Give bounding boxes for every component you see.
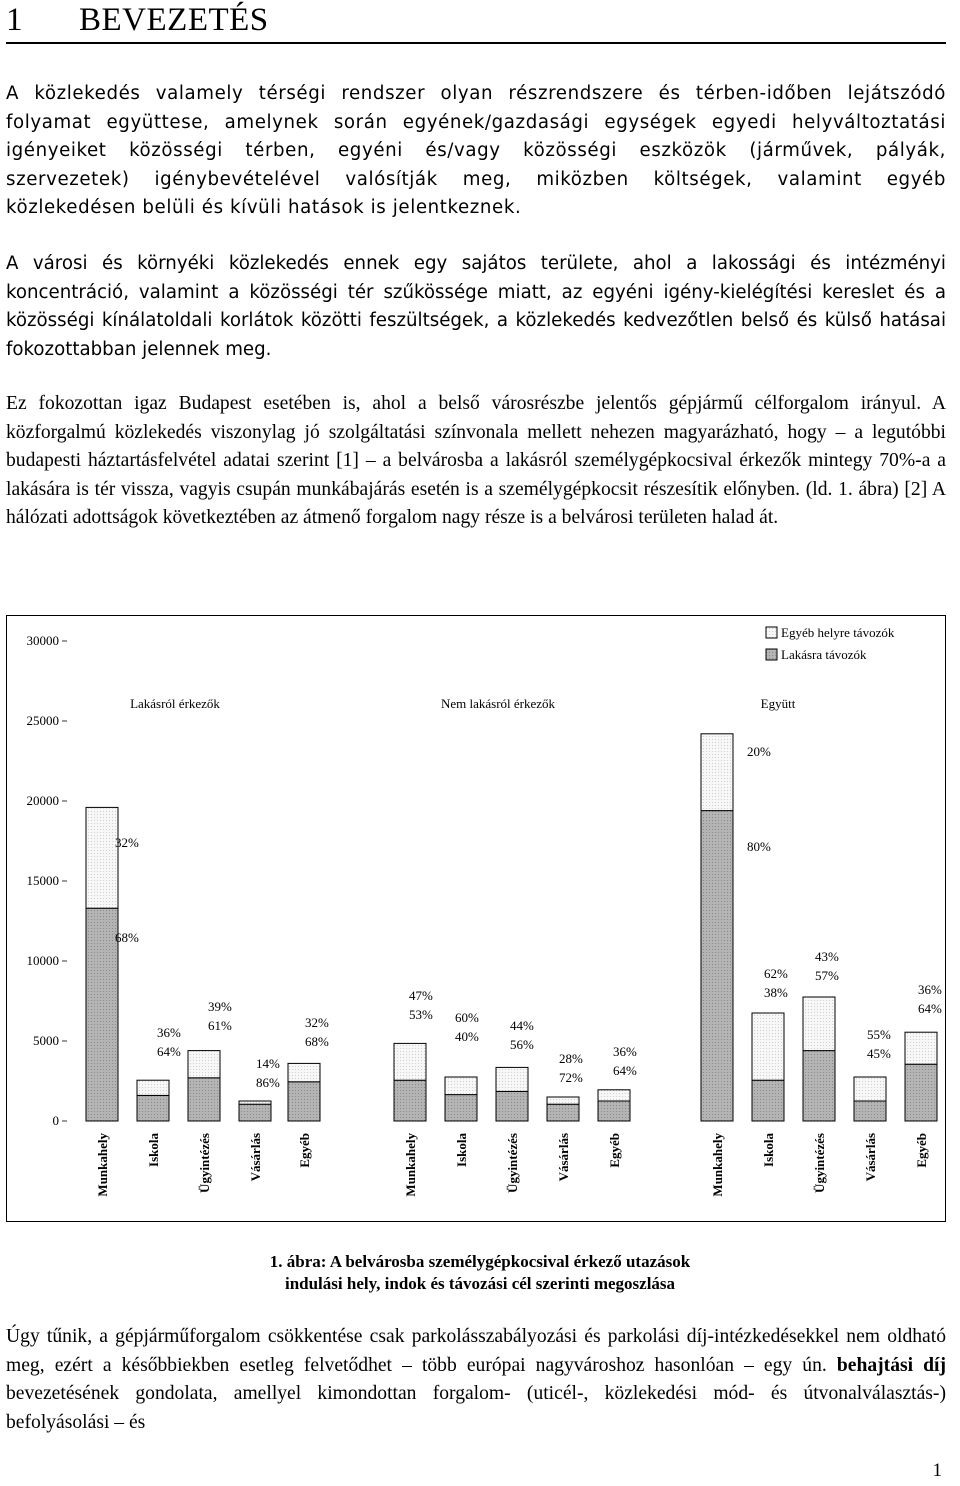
bar-segment-egyeb <box>905 1032 937 1064</box>
y-tick-label: 20000 <box>26 793 59 808</box>
figure-1-chart-frame <box>6 615 946 1222</box>
percent-label-lower: 64% <box>613 1063 637 1078</box>
bar-segment-egyeb <box>137 1080 169 1095</box>
bar-segment-egyeb <box>547 1097 579 1104</box>
bar-segment-lakasra <box>137 1095 169 1121</box>
paragraph-4-text-b: bevezetésének gondolata, amellyel kimondottan forgalom- (uticél-, közlekedési mód- és útvonalválasztás-) befolyásolási – és <box>6 1383 946 1433</box>
paragraph-4-bold-term: behajtási díj <box>836 1354 946 1376</box>
category-label: Ügyintézés <box>505 1133 520 1193</box>
percent-label-upper: 32% <box>115 835 139 850</box>
y-tick-label: 15000 <box>26 873 59 888</box>
category-label: Egyéb <box>297 1133 312 1168</box>
bar-segment-lakasra <box>905 1064 937 1121</box>
percent-label-upper: 47% <box>409 988 433 1003</box>
percent-label-upper: 62% <box>764 966 788 981</box>
percent-label-lower: 64% <box>157 1044 181 1059</box>
percent-label-upper: 36% <box>157 1025 181 1040</box>
bar-segment-lakasra <box>394 1080 426 1121</box>
group-label: Nem lakásról érkezők <box>440 696 556 711</box>
percent-label-lower: 61% <box>208 1018 232 1033</box>
bar-segment-lakasra <box>854 1101 886 1121</box>
bar-segment-egyeb <box>239 1101 271 1104</box>
group-label: Lakásról érkezők <box>130 696 220 711</box>
bar-segment-egyeb <box>752 1013 784 1080</box>
percent-label-upper: 36% <box>918 982 942 997</box>
percent-label-lower: 38% <box>764 985 788 1000</box>
group-label: Együtt <box>760 696 796 711</box>
stacked-bar-chart <box>7 616 945 1221</box>
bar-segment-lakasra <box>547 1104 579 1121</box>
paragraph-4-text-a: Úgy tűnik, a gépjárműforgalom csökkentése csak parkolásszabályozási és parkolási díj-intézkedésekkel nem oldható meg, ezért a későbbiekben esetleg felvetődhet – több európai nagyvároshoz hasonlóan – egy ún. <box>6 1326 946 1376</box>
y-tick-label: 25000 <box>26 713 59 728</box>
category-label: Egyéb <box>914 1133 929 1168</box>
category-label: Ügyintézés <box>812 1133 827 1193</box>
category-label: Ügyintézés <box>197 1133 212 1193</box>
bar-segment-lakasra <box>803 1051 835 1121</box>
paragraph-1: A közlekedés valamely térségi rendszer olyan részrendszere és térben-időben lejátszódó folyamat együttese, amelynek során egyének/gazdasági egységek egyedi helyváltoztatási igényeiket közösségi térben, egyéni és/vagy közösségi eszközök (járművek, pályák, szervezetek) igénybevételével valósítják meg, miközben költségek, valamint egyéb közlekedésen belüli és kívüli hatások is jelentkeznek. <box>6 83 946 219</box>
y-tick-label: 5000 <box>33 1033 59 1048</box>
bar-segment-lakasra <box>86 908 118 1121</box>
percent-label-lower: 56% <box>510 1037 534 1052</box>
percent-label-lower: 53% <box>409 1007 433 1022</box>
category-label: Vásárlás <box>556 1133 571 1182</box>
legend-label-lakasra: Lakásra távozók <box>781 647 867 662</box>
figure-caption-line-1: 1. ábra: A belvárosba személygépkocsival érkező utazások <box>269 1252 691 1271</box>
bar-segment-lakasra <box>445 1095 477 1121</box>
category-label: Egyéb <box>607 1133 622 1168</box>
bar-segment-egyeb <box>854 1077 886 1101</box>
bar-segment-egyeb <box>445 1077 477 1095</box>
y-tick-label: 0 <box>52 1113 59 1128</box>
bar-segment-egyeb <box>803 997 835 1051</box>
bar-segment-egyeb <box>86 807 118 908</box>
percent-label-upper: 39% <box>208 999 232 1014</box>
legend-swatch-egyeb <box>766 627 777 638</box>
percent-label-upper: 55% <box>867 1027 891 1042</box>
percent-label-upper: 43% <box>815 949 839 964</box>
bar-segment-egyeb <box>188 1051 220 1078</box>
category-label: Munkahely <box>403 1133 418 1197</box>
bar-segment-lakasra <box>701 811 733 1121</box>
paragraph-3: Ez fokozottan igaz Budapest esetében is, ahol a belső városrészbe jelentős gépjármű célforgalom irányul. A közforgalmú közlekedés viszonylag jó szolgáltatási színvonala mellett nehezen magyarázható, hogy – a legutóbbi budapesti háztartásfelvétel adatai szerint [1] – a belvárosba a lakásról személygépkocsival érkezők mintegy 70%-a a lakására is tér vissza, vagyis csupán munkábajárás esetén is a személygépkocsit részesítik előnyben. (ld. 1. ábra) [2] A hálózati adottságok következtében az átmenő forgalom nagy része is a belvárosi területen halad át. <box>6 393 946 529</box>
percent-label-upper: 20% <box>747 744 771 759</box>
bar-segment-lakasra <box>188 1078 220 1121</box>
bar-segment-lakasra <box>496 1091 528 1121</box>
y-tick-label: 10000 <box>26 953 59 968</box>
percent-label-lower: 68% <box>115 930 139 945</box>
page-number: 1 <box>932 1460 942 1481</box>
bar-segment-egyeb <box>394 1043 426 1080</box>
bar-segment-egyeb <box>288 1063 320 1081</box>
percent-label-upper: 32% <box>305 1015 329 1030</box>
section-heading <box>6 0 946 44</box>
percent-label-upper: 60% <box>455 1010 479 1025</box>
percent-label-lower: 72% <box>559 1070 583 1085</box>
bar-segment-lakasra <box>598 1101 630 1121</box>
percent-label-upper: 14% <box>256 1056 280 1071</box>
percent-label-lower: 86% <box>256 1075 280 1090</box>
figure-caption-line-2: indulási hely, indok és távozási cél szerinti megoszlása <box>284 1274 676 1293</box>
category-label: Munkahely <box>95 1133 110 1197</box>
percent-label-lower: 45% <box>867 1046 891 1061</box>
paragraph-4 <box>6 1323 946 1437</box>
category-label: Iskola <box>146 1133 161 1167</box>
bar-segment-lakasra <box>239 1104 271 1121</box>
category-label: Vásárlás <box>248 1133 263 1182</box>
percent-label-upper: 44% <box>510 1018 534 1033</box>
bar-segment-lakasra <box>288 1082 320 1121</box>
percent-label-lower: 64% <box>918 1001 942 1016</box>
bar-segment-lakasra <box>752 1080 784 1121</box>
section-title: BEVEZETÉS <box>79 2 269 38</box>
percent-label-upper: 28% <box>559 1051 583 1066</box>
percent-label-lower: 40% <box>455 1029 479 1044</box>
bar-segment-egyeb <box>496 1067 528 1091</box>
legend-swatch-lakasra <box>766 649 777 660</box>
category-label: Iskola <box>761 1133 776 1167</box>
bar-segment-egyeb <box>701 734 733 811</box>
legend-label-egyeb: Egyéb helyre távozók <box>781 625 895 640</box>
percent-label-lower: 68% <box>305 1034 329 1049</box>
bar-segment-egyeb <box>598 1090 630 1101</box>
percent-label-lower: 57% <box>815 968 839 983</box>
paragraph-2: A városi és környéki közlekedés ennek egy sajátos területe, ahol a lakossági és intézményi koncentráció, valamint a közösségi tér szűkössége miatt, az egyéni igény-kielégítési kereslet és a közösségi kínálatoldali korlátok közötti feszültségek, a közlekedés kedvezőtlen belső és külső hatásai fokozottabban jelennek meg. <box>6 253 946 360</box>
category-label: Vásárlás <box>863 1133 878 1182</box>
category-label: Munkahely <box>710 1133 725 1197</box>
percent-label-lower: 80% <box>747 839 771 854</box>
category-label: Iskola <box>454 1133 469 1167</box>
section-number: 1 <box>6 2 23 38</box>
y-tick-label: 30000 <box>26 633 59 648</box>
percent-label-upper: 36% <box>613 1044 637 1059</box>
